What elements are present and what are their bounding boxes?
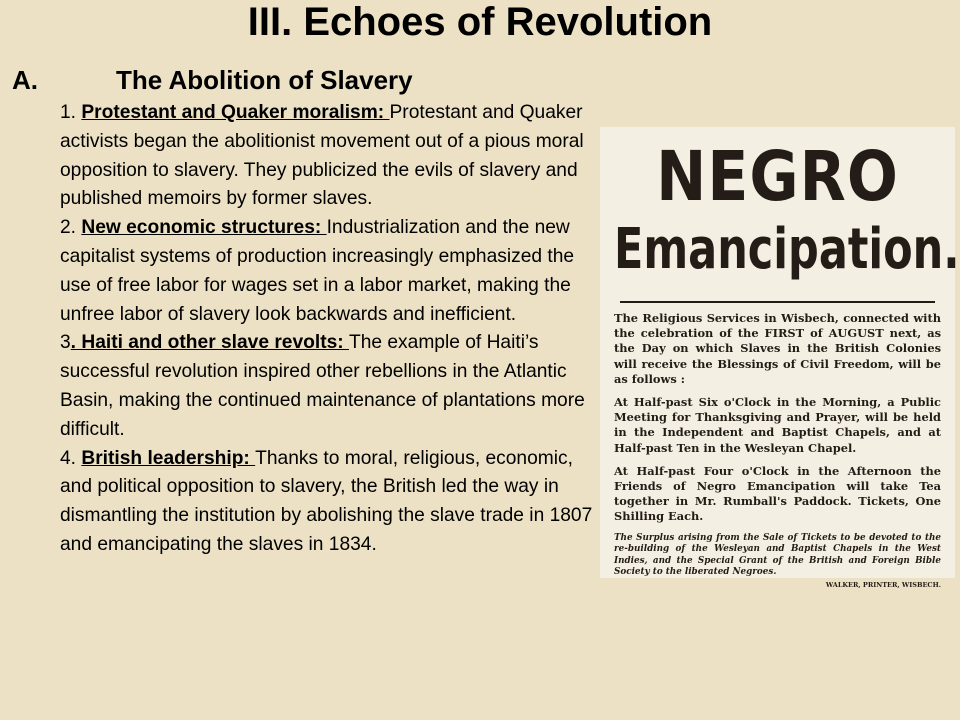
- point-text: Thanks to moral, religious, economic, and political opposition to slavery, the British led the way in dismantling the institution by abolishing the slave trade in 1807 and emancipating the slaves in 1834.: [60, 447, 593, 555]
- point-heading: New economic structures:: [81, 217, 327, 239]
- point-text: Protestant and Quaker activists began the abolitionist movement out of a pious moral opposition to slavery. They publicized the evils of slavery and published memoirs by former slaves.: [60, 102, 584, 210]
- poster-fine-print: The Surplus arising from the Sale of Tickets to be devoted to the re-building of the Wesleyan and Baptist Chapels in the West Indies, and the Special Grant of the British and Foreign Bible Society to the liberated Negroes.: [614, 532, 941, 578]
- point-3: [60, 329, 595, 444]
- poster-paragraph-1: The Religious Services in Wisbech, connected with the celebration of the FIRST of AUGUST next, as the Day on which Slaves in the British Colonies will receive the Blessings of Civil Freedom, will be as follows :: [614, 311, 941, 386]
- poster-printer-credit: WALKER, PRINTER, WISBECH.: [825, 581, 941, 590]
- emancipation-poster-image: [600, 127, 960, 590]
- point-heading: Protestant and Quaker moralism:: [81, 102, 390, 123]
- point-heading: British leadership:: [81, 447, 256, 469]
- poster-paragraph-2: At Half-past Six o'Clock in the Morning, a Public Meeting for Thanksgiving and Prayer, will be held in the Independent and Baptist Chapels, and at Half-past Ten in the Wesleyan Chapel.: [614, 395, 941, 455]
- point-text: Industrialization and the new capitalist systems of production increasingly emphasized the use of free labor for wages set in a labor market, making the unfree labor of slavery look backwards and inefficient.: [60, 217, 575, 325]
- slide-title: III. Echoes of Revolution: [247, 0, 713, 44]
- section-heading: [12, 64, 413, 96]
- point-text: The example of Haiti’s successful revolution inspired other rebellions in the Atlantic Basin, making the continued maintenance of plantations more difficult.: [60, 332, 585, 440]
- point-number: 1.: [60, 102, 82, 123]
- poster-divider: [620, 301, 935, 303]
- section-title: The Abolition of Slavery: [116, 65, 413, 95]
- poster-headline-line1: NEGRO: [656, 136, 899, 218]
- point-1: [60, 99, 595, 214]
- point-number: 3: [60, 332, 71, 354]
- point-4: [60, 445, 595, 560]
- body-text: [60, 99, 595, 560]
- poster-headline-line2: Emancipation.: [614, 217, 960, 283]
- poster-paragraph-3: At Half-past Four o'Clock in the Afternoon the Friends of Negro Emancipation will take Tea together in Mr. Rumball's Paddock. Tickets, One Shilling Each.: [614, 463, 941, 524]
- point-heading: . Haiti and other slave revolts:: [70, 332, 349, 354]
- point-number: 2.: [60, 217, 82, 239]
- section-letter: A.: [12, 65, 38, 95]
- point-2: [60, 214, 595, 329]
- point-number: 4.: [60, 447, 82, 469]
